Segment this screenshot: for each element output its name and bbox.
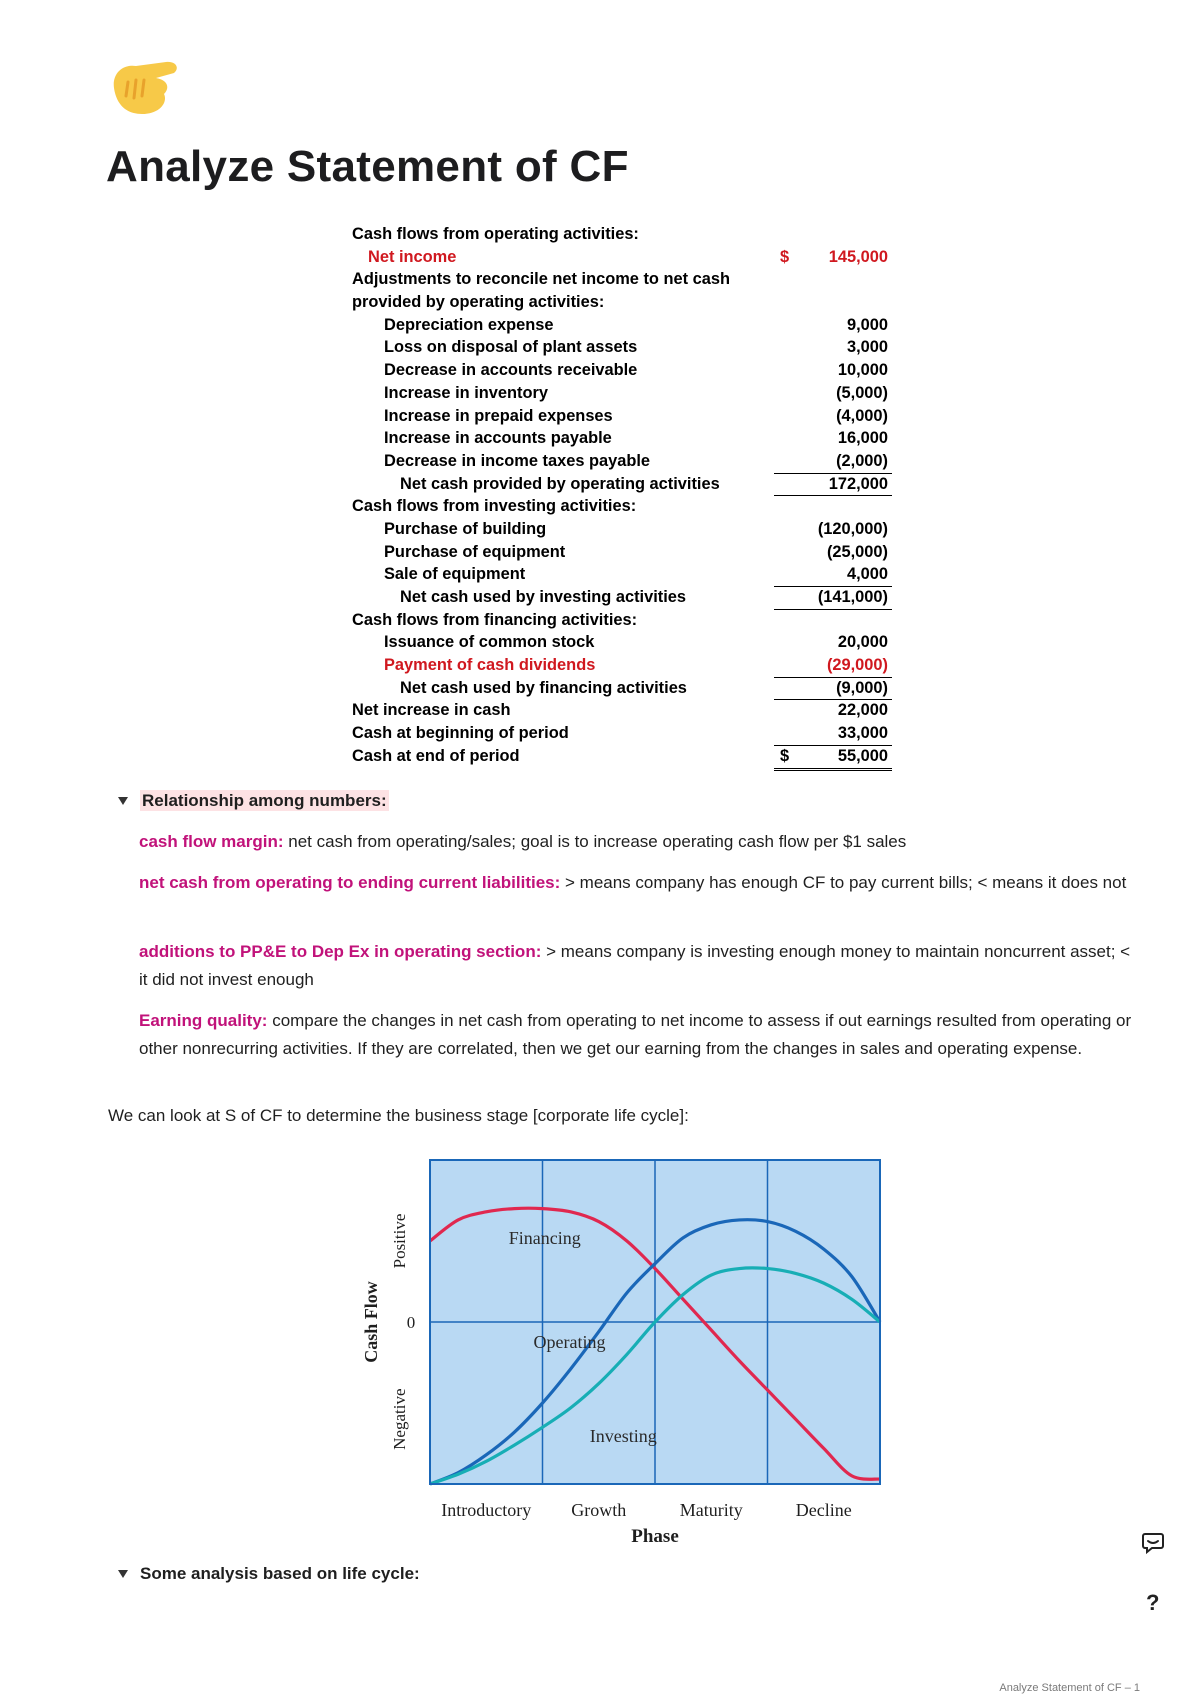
cf-line-item: [352, 382, 892, 405]
relationship-toggle[interactable]: [118, 791, 389, 811]
cf-line-value: 3,000: [846, 338, 888, 357]
cf-fin-total-label: Net cash used by financing activities: [400, 678, 687, 697]
relationship-text: net cash from operating/sales; goal is to increase operating cash flow per $1 sales: [283, 832, 907, 851]
cf-line-label: Loss on disposal of plant assets: [384, 338, 638, 357]
relationship-text: > means company has enough CF to pay current bills; < means it does not: [560, 873, 1127, 892]
x-tick-label: Growth: [571, 1500, 627, 1520]
cf-cash-end-row: [352, 745, 892, 768]
toggle-triangle-icon[interactable]: [118, 797, 128, 805]
cf-inv-total-value: (141,000): [817, 588, 888, 606]
relationship-item: [139, 869, 1139, 897]
cf-line-value: (25,000): [826, 542, 888, 561]
page-title: Analyze Statement of CF: [106, 142, 629, 191]
relationship-text: compare the changes in net cash from operating to net income to assess if out earnings resulted from operating or other nonrecurring activities. If they are correlated, then we get our earning from the changes in sales and operating expense.: [139, 1011, 1132, 1058]
cf-op-total-value: 172,000: [828, 474, 888, 493]
cf-line-item: [352, 450, 892, 473]
cf-line-item: [352, 336, 892, 359]
cf-line-value: (4,000): [836, 406, 888, 425]
series-label-investing: Investing: [589, 1425, 657, 1446]
cf-line-item: [352, 563, 892, 586]
series-label-operating: Operating: [533, 1331, 606, 1352]
cf-line-item: [352, 541, 892, 564]
x-axis-label: Phase: [631, 1526, 679, 1547]
cf-fin-header-row: [352, 609, 892, 632]
cf-line-label: Depreciation expense: [384, 315, 554, 334]
relationship-term: additions to PP&E to Dep Ex in operating section:: [139, 942, 542, 961]
y-annotation-zero: 0: [406, 1313, 416, 1332]
cf-line-item: [352, 518, 892, 541]
cf-adjustments-row-1: [352, 268, 892, 291]
cf-cash-begin-value: 33,000: [837, 724, 888, 743]
cf-net-increase-value: 22,000: [837, 701, 888, 720]
cf-line-label: Decrease in accounts receivable: [384, 361, 638, 380]
cf-op-header-row: [352, 223, 892, 246]
relationship-item: [139, 1007, 1139, 1063]
x-tick-label: Decline: [795, 1500, 852, 1520]
cf-line-value: (29,000): [826, 656, 888, 675]
cf-op-header: Cash flows from operating activities:: [352, 225, 639, 243]
cf-line-label: Decrease in income taxes payable: [384, 451, 651, 470]
help-button[interactable]: ?: [1146, 1590, 1160, 1615]
toggle-triangle-icon[interactable]: [118, 1570, 128, 1578]
y-annotation-positive: Positive: [390, 1213, 409, 1269]
cf-line-label: Increase in accounts payable: [384, 429, 612, 448]
cf-op-total-label: Net cash provided by operating activities: [400, 474, 720, 493]
cf-fin-total-value: (9,000): [836, 678, 888, 697]
cf-net-increase-label: Net increase in cash: [352, 701, 511, 720]
relationship-term: Earning quality:: [139, 1011, 268, 1030]
cf-cash-end-currency: $: [780, 746, 790, 765]
corporate-life-cycle-chart: [355, 1150, 895, 1560]
cf-net-income-currency: $: [780, 247, 790, 266]
lifecycle-analysis-toggle[interactable]: [118, 1564, 420, 1584]
cf-cash-end-value: 55,000: [837, 746, 888, 765]
cf-line-item: [352, 359, 892, 382]
relationship-item: [139, 938, 1139, 994]
y-annotation-negative: Negative: [390, 1388, 409, 1450]
lifecycle-analysis-toggle-label: Some analysis based on life cycle:: [140, 1564, 420, 1583]
cf-cash-begin-label: Cash at beginning of period: [352, 724, 569, 743]
cash-flow-statement: [352, 223, 892, 768]
cf-line-item: [352, 314, 892, 337]
cf-line-label: Purchase of equipment: [384, 542, 566, 561]
cf-adjustments-text-1: Adjustments to reconcile net income to net cash: [352, 270, 730, 289]
cf-line-label: Payment of cash dividends: [384, 656, 596, 675]
cf-line-value: 10,000: [837, 361, 888, 380]
cf-inv-total-row: [352, 586, 892, 609]
x-tick-label: Introductory: [441, 1500, 532, 1520]
cf-line-value: (120,000): [817, 519, 888, 538]
cf-net-income-label: Net income: [368, 247, 457, 266]
cf-inv-header-row: [352, 495, 892, 518]
cf-fin-header: Cash flows from financing activities:: [352, 610, 638, 629]
cf-line-label: Issuance of common stock: [384, 633, 595, 652]
cf-line-item: [352, 427, 892, 450]
pinching-hand-emoji-icon: [108, 58, 182, 116]
cf-inv-total-label: Net cash used by investing activities: [400, 588, 687, 606]
cf-net-income-row: [352, 246, 892, 269]
cf-line-label: Purchase of building: [384, 519, 547, 538]
cf-line-label: Sale of equipment: [384, 565, 526, 584]
cf-cash-begin-row: [352, 722, 892, 745]
cf-line-value: 9,000: [846, 315, 888, 334]
cf-inv-header: Cash flows from investing activities:: [352, 497, 637, 516]
cf-cash-end-label: Cash at end of period: [352, 746, 520, 765]
cf-line-value: (5,000): [836, 383, 888, 402]
cf-line-label: Increase in prepaid expenses: [384, 406, 613, 425]
cf-line-label: Increase in inventory: [384, 383, 548, 402]
x-tick-labels: [441, 1500, 851, 1520]
relationship-item: [139, 828, 1139, 856]
relationship-term: cash flow margin:: [139, 832, 284, 851]
series-label-financing: Financing: [508, 1228, 581, 1249]
relationship-term: net cash from operating to ending current liabilities:: [139, 873, 561, 892]
x-tick-label: Maturity: [679, 1500, 743, 1520]
chat-bubble-icon[interactable]: [1141, 1531, 1165, 1555]
page-footer: Analyze Statement of CF – 1: [999, 1682, 1140, 1694]
relationship-toggle-label: Relationship among numbers:: [142, 791, 387, 810]
cf-net-income-value: 145,000: [828, 247, 888, 266]
cf-adjustments-row-2: [352, 291, 892, 314]
cf-line-item: [352, 654, 892, 677]
cf-line-item: [352, 405, 892, 428]
lifecycle-intro: We can look at S of CF to determine the business stage [corporate life cycle]:: [108, 1106, 689, 1125]
cf-line-value: (2,000): [836, 451, 888, 470]
cf-fin-total-row: [352, 677, 892, 700]
y-axis-label: Cash Flow: [361, 1281, 381, 1363]
cf-op-total-row: [352, 473, 892, 496]
cf-line-value: 4,000: [846, 565, 888, 584]
cf-net-increase-row: [352, 699, 892, 722]
cf-adjustments-text-2: provided by operating activities:: [352, 293, 605, 312]
cf-line-item: [352, 631, 892, 654]
cf-line-value: 16,000: [837, 429, 888, 448]
relationship-text: > means company is investing enough money to maintain noncurrent asset; < it did not invest enough: [139, 942, 1131, 989]
cf-line-value: 20,000: [837, 633, 888, 652]
